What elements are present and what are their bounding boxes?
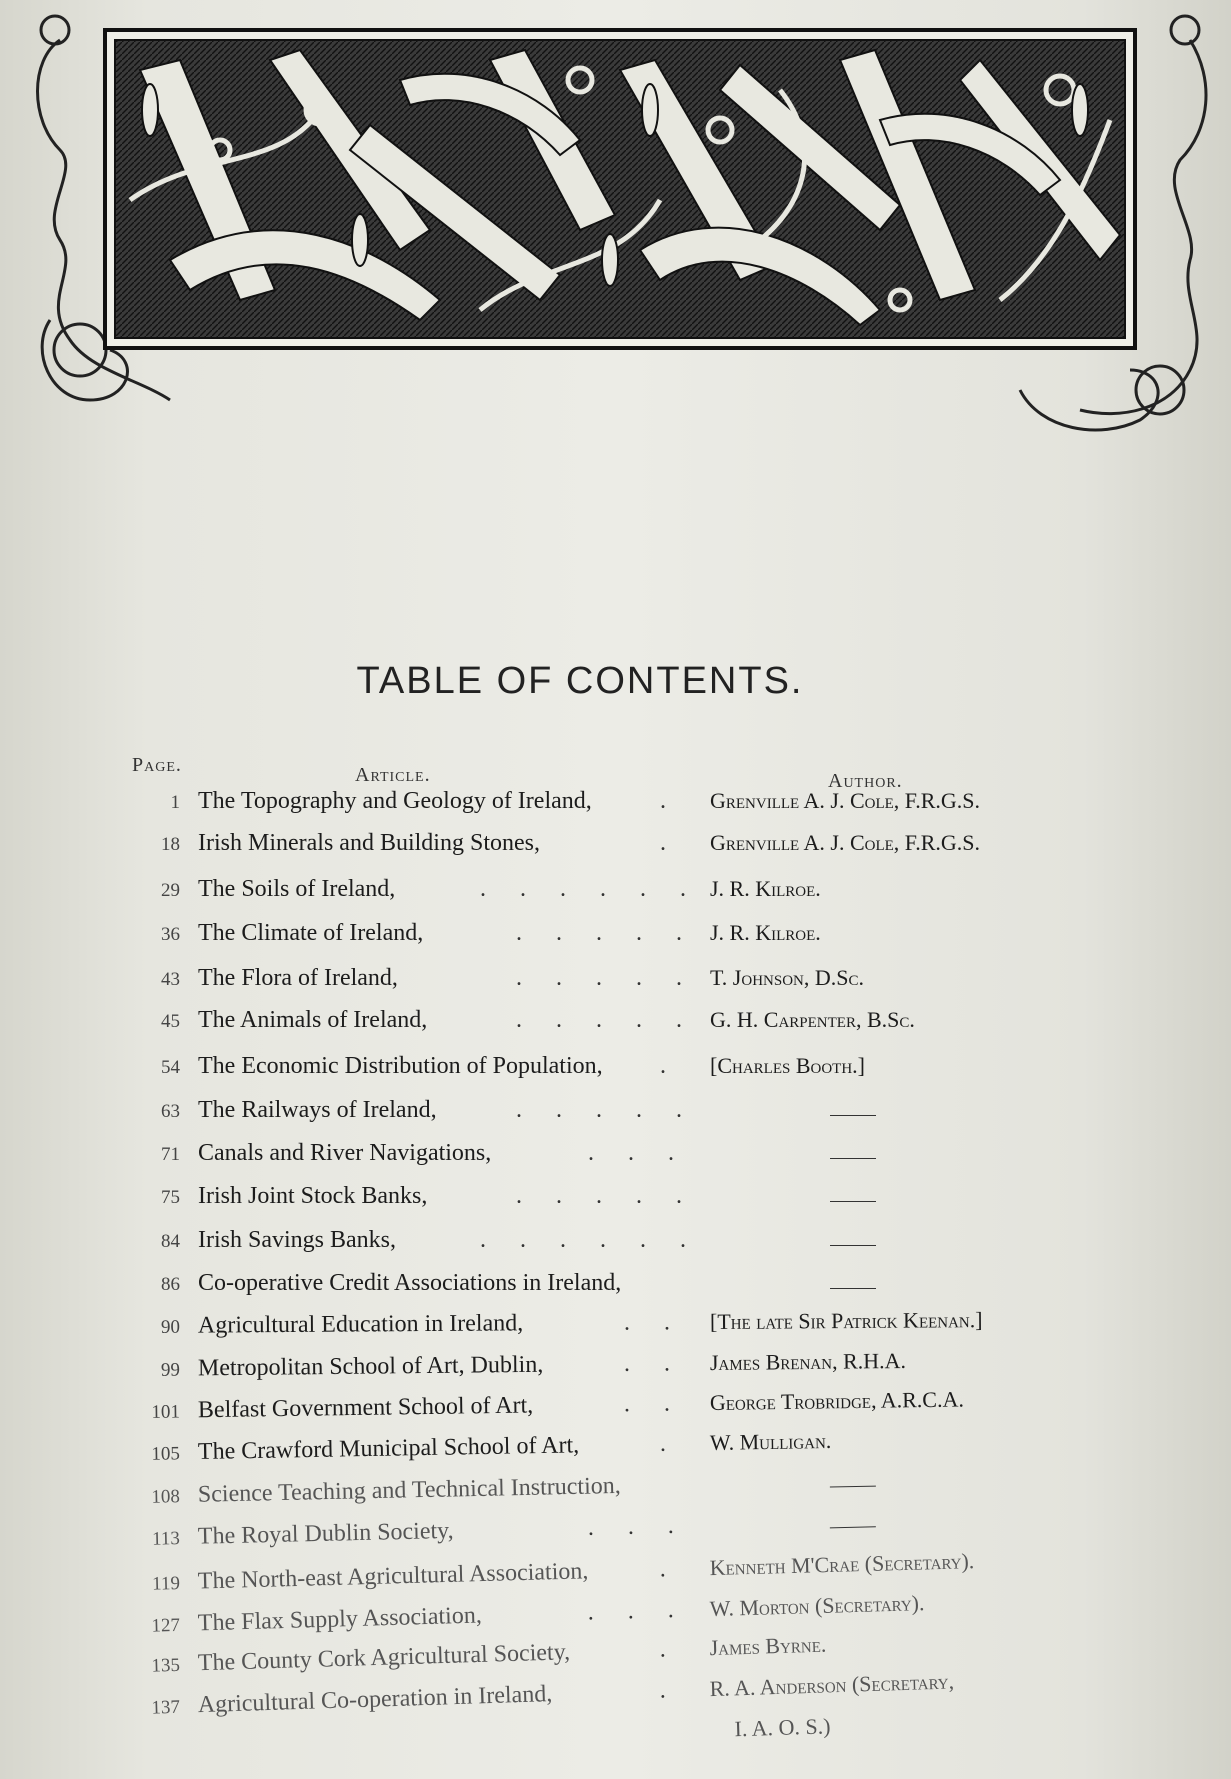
entry-page-number: 75: [161, 1187, 180, 1208]
entry-page-number: 119: [151, 1572, 181, 1595]
entry-author: George Trobridge, A.R.C.A.: [709, 1386, 965, 1416]
table-row: [140, 830, 1080, 864]
dot-leader: .: [659, 1430, 667, 1457]
dot-leader: . .: [623, 1309, 671, 1336]
entry-article-title: The Animals of Ireland,: [198, 1007, 428, 1033]
no-author-dash: [830, 1158, 876, 1159]
page-title: TABLE OF CONTENTS.: [356, 660, 804, 702]
entry-article-title: Irish Joint Stock Banks,: [198, 1183, 428, 1209]
entry-article-title: The Railways of Ireland,: [198, 1097, 437, 1123]
entry-article-title: The Climate of Ireland,: [198, 920, 424, 946]
no-author-dash: [830, 1115, 876, 1116]
entry-page-number: 137: [151, 1696, 181, 1719]
entry-article-title: The Flora of Ireland,: [198, 965, 398, 991]
entry-page-number: 90: [160, 1316, 181, 1338]
entry-author: [The late Sir Patrick Keenan.]: [709, 1307, 983, 1335]
entry-author: Grenville A. J. Cole, F.R.G.S.: [710, 830, 981, 855]
dot-leader: . . .: [588, 1140, 674, 1166]
table-row: [140, 1270, 1080, 1304]
dot-leader: .: [660, 830, 666, 856]
entry-page-number: 54: [161, 1057, 180, 1078]
entry-page-number: 127: [151, 1614, 181, 1637]
entry-page-number: 29: [161, 880, 180, 901]
entry-page-number: 86: [161, 1274, 180, 1295]
table-row: [140, 1306, 1080, 1347]
entry-author: J. R. Kilroe.: [710, 920, 821, 945]
entry-page-number: 113: [151, 1528, 181, 1550]
entry-author: [Charles Booth.]: [710, 1053, 865, 1078]
entry-page-number: 105: [151, 1443, 181, 1465]
entry-article-title: The Soils of Ireland,: [198, 876, 396, 902]
entry-article-title: Metropolitan School of Art, Dublin,: [197, 1351, 544, 1382]
table-row: [140, 1097, 1080, 1131]
entry-author: James Byrne.: [709, 1631, 827, 1661]
entry-author: Grenville A. J. Cole, F.R.G.S.: [710, 788, 981, 813]
no-author-dash: [830, 1526, 876, 1528]
dot-leader: .: [660, 1053, 666, 1079]
dot-leader: .: [659, 1636, 667, 1663]
entry-article-title: Belfast Government School of Art,: [197, 1392, 534, 1424]
entry-page-number: [140, 1738, 180, 1739]
entry-page-number: 36: [161, 924, 180, 945]
entry-author: Kenneth M'Crae (Secretary).: [709, 1548, 975, 1581]
entry-page-number: 71: [161, 1144, 180, 1165]
entry-article-title: The Topography and Geology of Ireland,: [198, 788, 592, 814]
entry-author: James Brenan, R.H.A.: [709, 1347, 907, 1376]
entry-page-number: 99: [160, 1359, 181, 1381]
column-header-author: Author.: [828, 770, 903, 792]
entry-article-title: The Crawford Municipal School of Art,: [197, 1432, 580, 1465]
entry-page-number: 45: [161, 1011, 180, 1032]
dot-leader: . . . . .: [516, 920, 682, 946]
no-author-dash: [830, 1245, 876, 1246]
entry-author: T. Johnson, D.Sc.: [710, 965, 864, 990]
dot-leader: . . . . . .: [480, 876, 686, 902]
dot-leader: .: [659, 1556, 667, 1583]
dot-leader: . . . . .: [516, 1097, 682, 1123]
entry-article-title: The Economic Distribution of Population,: [198, 1053, 603, 1079]
entry-article-title: Co-operative Credit Associations in Ireland,: [198, 1270, 622, 1296]
entry-article-title: The County Cork Agricultural Society,: [197, 1639, 571, 1677]
entry-page-number: 63: [161, 1101, 180, 1122]
entry-page-number: 43: [161, 969, 180, 990]
entry-article-title: Irish Minerals and Building Stones,: [198, 830, 540, 856]
entry-article-title: Agricultural Co-operation in Ireland,: [197, 1681, 553, 1719]
entry-article-title: Science Teaching and Technical Instruction,: [197, 1472, 622, 1508]
entry-author: W. Morton (Secretary).: [709, 1590, 925, 1622]
entry-author: J. R. Kilroe.: [710, 876, 821, 901]
table-row: [140, 788, 1080, 822]
no-author-dash: [830, 1288, 876, 1289]
table-row: [140, 1227, 1080, 1261]
table-row: [140, 920, 1080, 954]
dot-leader: . .: [623, 1390, 671, 1418]
dot-leader: . . . . .: [516, 1183, 682, 1209]
entry-page-number: 84: [161, 1231, 180, 1252]
column-header-page: Page.: [132, 754, 182, 776]
entry-article-title: Agricultural Education in Ireland,: [197, 1310, 524, 1339]
entry-article-title: Canals and River Navigations,: [198, 1140, 492, 1166]
dot-leader: . .: [623, 1350, 671, 1377]
entry-page-number: 108: [151, 1486, 181, 1508]
column-header-article: Article.: [355, 764, 431, 786]
entry-author: G. H. Carpenter, B.Sc.: [710, 1007, 915, 1032]
table-row: [140, 1183, 1080, 1217]
table-row: [140, 876, 1080, 910]
dot-leader: .: [659, 1677, 667, 1704]
no-author-dash: [830, 1486, 876, 1488]
no-author-dash: [830, 1201, 876, 1202]
entry-article-title: The Royal Dublin Society,: [197, 1517, 454, 1550]
dot-leader: . . . . . .: [480, 1227, 686, 1253]
dot-leader: . . .: [587, 1512, 675, 1541]
table-row: [140, 1140, 1080, 1174]
entry-page-number: 135: [151, 1654, 181, 1677]
entry-page-number: 101: [151, 1401, 181, 1423]
entry-author: R. A. Anderson (Secretary,: [709, 1668, 955, 1702]
dot-leader: . . . . .: [516, 1007, 682, 1033]
dot-leader: .: [660, 788, 666, 814]
table-row: [140, 1007, 1080, 1041]
entry-author: I. A. O. S.): [734, 1713, 831, 1742]
entry-article-title: The North-east Agricultural Association,: [197, 1558, 589, 1595]
entry-article-title: The Flax Supply Association,: [197, 1602, 483, 1637]
dot-leader: . . .: [587, 1597, 675, 1626]
entry-article-title: Irish Savings Banks,: [198, 1227, 396, 1253]
table-row: [140, 1346, 1080, 1390]
table-row: [140, 1385, 1080, 1432]
entry-author: W. Mulligan.: [709, 1427, 832, 1456]
table-row: [140, 965, 1080, 999]
entry-page-number: 1: [170, 792, 180, 813]
table-row: [140, 1053, 1080, 1087]
dot-leader: . . . . .: [516, 965, 682, 991]
entry-page-number: 18: [161, 834, 180, 855]
